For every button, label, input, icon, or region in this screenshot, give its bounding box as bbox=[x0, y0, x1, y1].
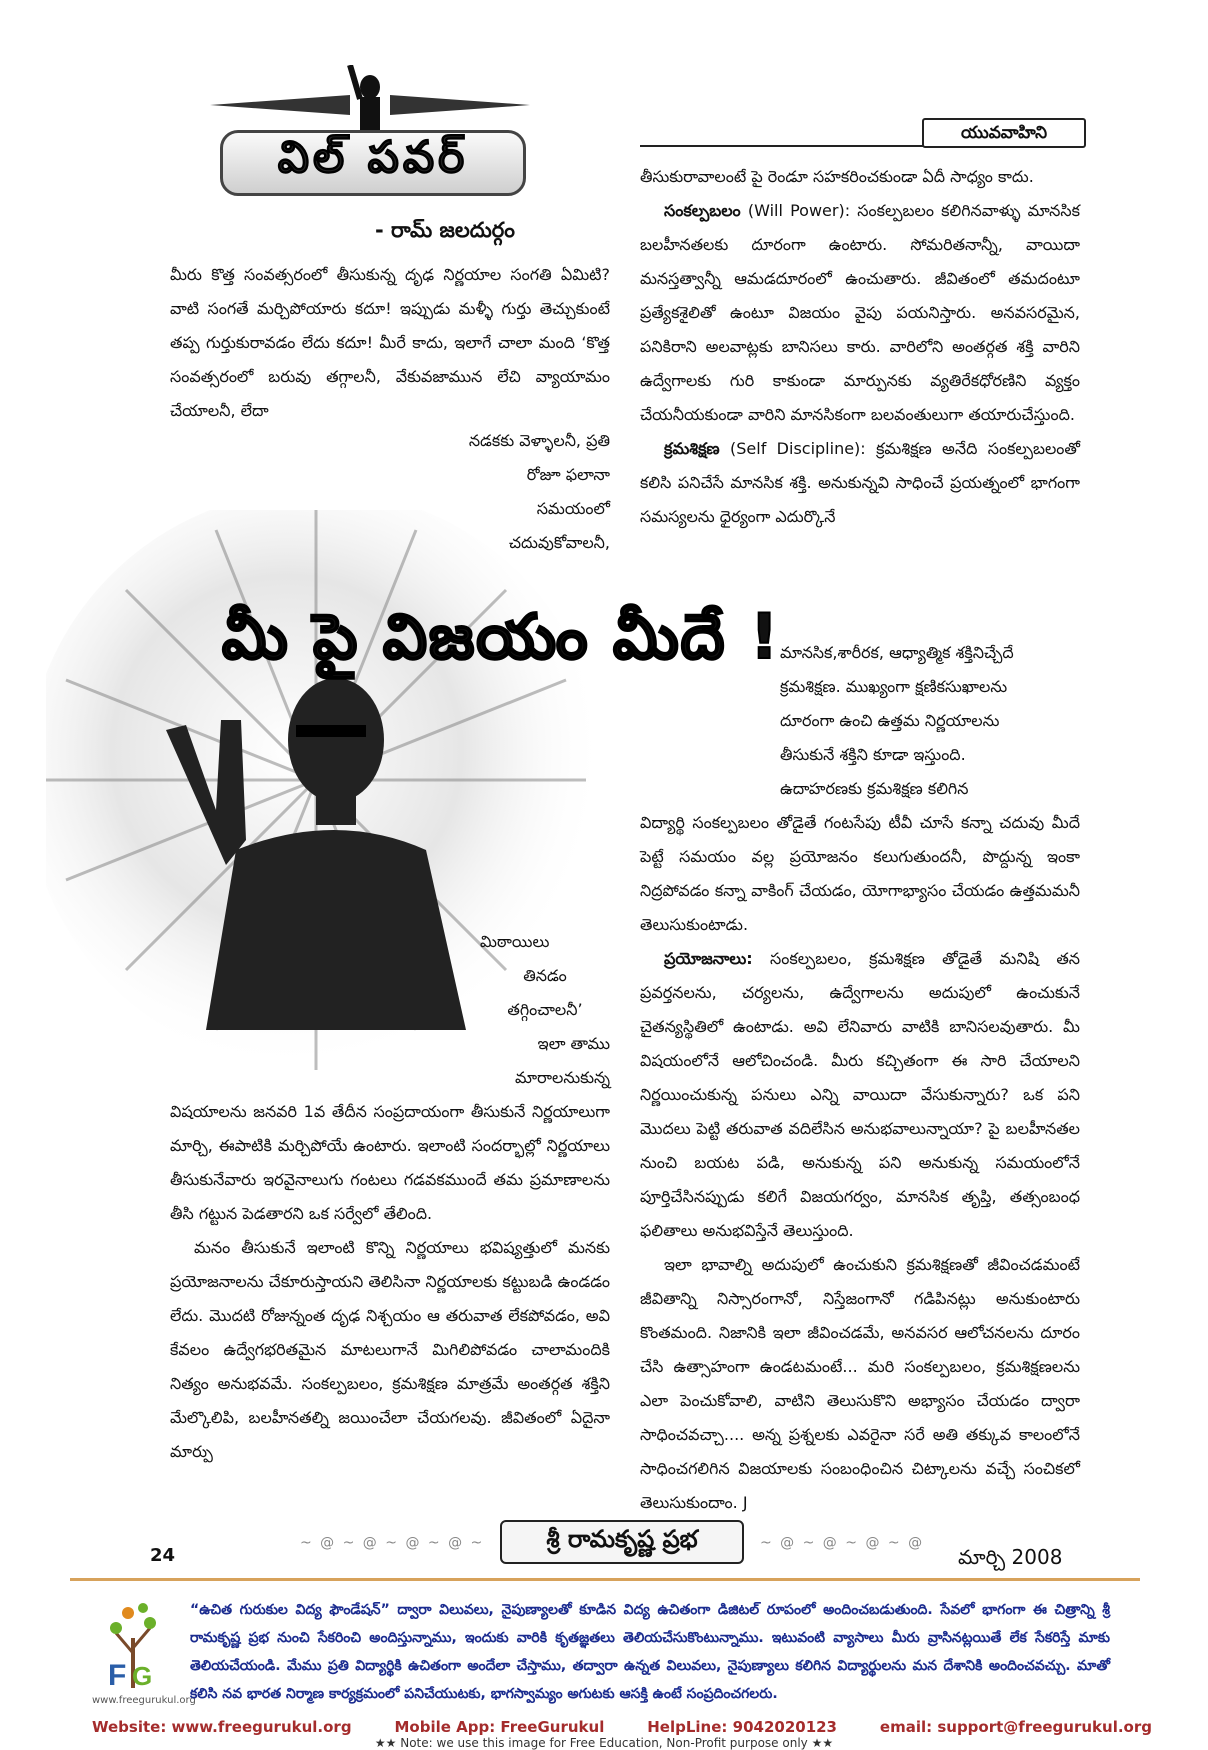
foundation-notice: “ఉచిత గురుకుల విద్య ఫౌండేషన్” ద్వారా విలువలు, నైపుణ్యాలతో కూడిన విద్య ఉచితంగా డిజిటల్ రూపంలో అందించబడుతుంది. సేవలో భాగంగా ఈ చిత్రాన్ని శ్రీ రామకృష్ణ ప్రభ నుంచి సేకరించి అందిస్తున్నాము, ఇందుకు వారికి కృతజ్ఞతలు తెలియచేసుకొంటున్నాము. ఇటువంటి వ్యాసాలు మీరు వ్రాసినట్లయితే లేక సేకరిస్తే మాకు తెలియచేయండి. మేము ప్రతి విద్యార్థికి ఉచితంగా అందేలా చేస్తాము, తద్వారా ఉన్నత విలువలు, నైపుణ్యాలు కలిగిన విద్యార్థులను మన దేశానికి అందించవచ్చు. మాతో కలిసి నవ భారత నిర్మాణ కార్యక్రమంలో పనిచేయుటకు, భాగస్వామ్యం అగుటకు ఆసక్తి ఉంటే సంప్రదించగలరు. bbox=[190, 1602, 1110, 1702]
page-number: 24 bbox=[150, 1545, 176, 1566]
ornament-left: ~ @ ~ @ ~ @ ~ @ ~ bbox=[300, 1535, 485, 1551]
logo-title: విల్ పవర్ bbox=[277, 132, 469, 183]
freegurukul-tree-icon bbox=[98, 1593, 168, 1693]
heading-discipline-en: (Self Discipline): bbox=[730, 439, 866, 458]
discipline-wrap-2: క్రమశిక్షణ. ముఖ్యంగా క్షణికసుఖాలను bbox=[780, 677, 1008, 696]
paragraph-will-power bbox=[640, 194, 1080, 432]
discipline-wrap-5: ఉదాహరణకు క్రమశిక్షణ కలిగిన bbox=[780, 779, 969, 798]
paragraph-closing: ఇలా భావాల్ని అదుపులో ఉంచుకుని క్రమశిక్షణతో జీవించడమంటే జీవితాన్ని నిస్సారంగానో, నిస్తేజంగానో గడిపినట్లు అనుకుంటారు కొంతమంది. నిజానికి ఇలా జీవించడమే, అనవసర ఆలోచనలను దూరం చేసి ఉత్సాహంగా ఉండటమంటే... మరి సంకల్పబలం, క్రమశిక్షణలను ఎలా పెంచుకోవాలి, వాటిని తెలుసుకొని అభ్యాసం చేయడం ద్వారా సాధించవచ్చా.... అన్న ప్రశ్నలకు ఎవరైనా సరే అతి తక్కువ కాలంలోనే సాధించగలిగిన విజయాలకు సంబంధించిన చిట్కాలను వచ్చే సంచికలో తెలుసుకుందాం. J bbox=[640, 1255, 1080, 1512]
website-link[interactable]: Website: www.freegurukul.org bbox=[92, 1718, 352, 1736]
column-right bbox=[640, 160, 1080, 534]
helpline[interactable]: HelpLine: 9042020123 bbox=[647, 1718, 837, 1736]
logo-banner bbox=[220, 130, 526, 196]
discipline-wrap-4: తీసుకునే శక్తిని కూడా ఇస్తుంది. bbox=[780, 745, 966, 764]
wrap-line-2: రోజూ ఫలానా bbox=[526, 465, 610, 484]
discipline-text: క్రమశిక్షణ అనేది సంకల్పబలంతో కలిసి పనిచేసే మానసిక శక్తి. అనుకున్నవి సాధించే ప్రయత్నంలో భాగంగా సమస్యలను ధైర్యంగా ఎదుర్కొనే bbox=[640, 439, 1081, 526]
usage-note: ★★ Note: we use this image for Free Education, Non-Profit purpose only ★★ bbox=[374, 1736, 834, 1750]
intro-paragraph: మీరు కొత్త సంవత్సరంలో తీసుకున్న దృఢ నిర్ణయాల సంగతి ఏమిటి? వాటి సంగతే మర్చిపోయారు కదూ! ఇప్పుడు మళ్ళీ గుర్తు తెచ్చుకుంటే తప్ప గుర్తుకురావడం లేదు కదూ! మీరే కాదు, ఇలాగే చాలా మంది ‘కొత్త సంవత్సరంలో బరువు తగ్గాలనీ, వేకువజామున లేచి వ్యాయామం చేయాలనీ, లేదా bbox=[170, 265, 610, 420]
svg-text:G: G bbox=[132, 1661, 153, 1691]
column-left-lower bbox=[170, 1095, 610, 1469]
wrap-line-1: నడకకు వెళ్ళాలనీ, ప్రతి bbox=[468, 431, 610, 450]
section-tag: యువవాహిని bbox=[922, 118, 1086, 148]
wrap-line-5: మిఠాయిలు bbox=[480, 932, 550, 951]
will-power-text: సంకల్పబలం కలిగినవాళ్ళు మానసిక బలహీనతలకు దూరంగా ఉంటారు. సోమరితనాన్నీ, వాయిదా మనస్తత్వాన్నీ ఆమడదూరంలో ఉంచుతారు. జీవితంలో తమదంటూ ప్రత్యేకశైలితో ఉంటూ విజయం వైపు పయనిస్తారు. అనవసరమైన, పనికిరాని అలవాట్లకు బానిసలు కారు. వారిలోని అంతర్గత శక్తి వారిని ఉద్వేగాలకు గురి కాకుండా మార్పునకు వ్యతిరేకధోరణిని వ్యక్తం చేయనీయకుండా వారిని మానసికంగా బలవంతులుగా తయారుచేస్తుంది. bbox=[640, 201, 1081, 424]
byline: - రామ్ జలదుర్గం bbox=[375, 218, 515, 242]
column-right-lower bbox=[640, 806, 1080, 1520]
svg-text:F: F bbox=[108, 1659, 127, 1692]
paragraph-discipline bbox=[640, 432, 1080, 534]
benefits-text: సంకల్పబలం, క్రమశిక్షణ తోడైతే మనిషి తన ప్రవర్తనలను, చర్యలను, ఉద్వేగాలను అదుపులో ఉంచుకునే చైతన్యస్థితిలో ఉంటాడు. అవి లేనివారు వాటికి బానిసలవుతారు. మీ విషయంలోనే ఆలోచించండి. మీరు కచ్చితంగా ఈ సారి చేయాలని నిర్ణయించుకున్న పనులు ఎన్ని వాయిదా వేసుకున్నారు? ఒక పని మొదలు పెట్టి తరువాత వదిలేసిన అనుభవాలున్నాయా? పై బలహీనతల నుంచి బయట పడి, అనుకున్న పని అనుకున్న సమయంలోనే పూర్తిచేసినప్పుడు కలిగే విజయగర్వం, మానసిక తృప్తి, తత్సంబంధ ఫలితాలు అనుభవిస్తేనే తెలుస్తుంది. bbox=[640, 949, 1080, 1240]
logo-url: www.freegurukul.org bbox=[92, 1695, 196, 1706]
paragraph-2: విషయాలను జనవరి 1వ తేదీన సంప్రదాయంగా తీసుకునే నిర్ణయాలుగా మార్చి, ఈపాటికి మర్చిపోయే ఉంటారు. ఇలాంటి సందర్భాల్లో నిర్ణయాలు తీసుకునేవారు ఇరవైనాలుగు గంటలు గడవకముందే తమ ప్రమాణాలను తీసి గట్టున పెడతారని ఒక సర్వేలో తేలింది. bbox=[170, 1102, 610, 1223]
discipline-example: విద్యార్థి సంకల్పబలం తోడైతే గంటసేపు టీవీ చూసే కన్నా చదువు మీదే పెట్టే సమయం వల్ల ప్రయోజనం కలుగుతుందనీ, పొద్దున్న ఇంకా నిద్రపోవడం కన్నా వాకింగ్ చేయడం, యోగాభ్యాసం చేయడం ఉత్తమమనీ తెలుసుకుంటాడు. bbox=[640, 813, 1080, 934]
paragraph-benefits bbox=[640, 942, 1080, 1248]
email-link[interactable]: email: support@freegurukul.org bbox=[879, 1718, 1152, 1736]
contact-bar bbox=[92, 1718, 1152, 1736]
issue-date: మార్చి 2008 bbox=[958, 1545, 1063, 1569]
wrap-line-7: తగ్గించాలనీ’ bbox=[507, 1000, 583, 1019]
heading-benefits: ప్రయోజనాలు: bbox=[664, 949, 753, 968]
wrap-line-9: మారాలనుకున్న bbox=[514, 1068, 610, 1087]
heading-will-power: సంకల్పబలం bbox=[664, 201, 741, 220]
wrap-line-4: చదువుకోవాలనీ, bbox=[508, 533, 610, 552]
ornament-right: ~ @ ~ @ ~ @ ~ @ bbox=[760, 1535, 925, 1551]
paragraph-3: మనం తీసుకునే ఇలాంటి కొన్ని నిర్ణయాలు భవిష్యత్తులో మనకు ప్రయోజనాలను చేకూరుస్తాయని తెలిసినా నిర్ణయాలకు కట్టుబడి ఉండడం లేదు. మొదటి రోజున్నంత దృఢ నిశ్చయం ఆ తరువాత లేకపోవడం, అవి కేవలం ఉద్వేగభరితమైన మాటలుగానే మిగిలిపోవడం చాలామందికి నిత్యం అనుభవమే. సంకల్పబలం, క్రమశిక్షణ మాత్రమే అంతర్గత శక్తిని మేల్కొలిపి, బలహీనతల్ని జయించేలా చేయగలవు. జీవితంలో ఏదైనా మార్పు bbox=[170, 1238, 610, 1461]
heading-discipline: క్రమశిక్షణ bbox=[664, 439, 720, 458]
column-left bbox=[170, 258, 610, 428]
discipline-wrap-1: మానసిక,శారీరక, ఆధ్యాత్మిక శక్తినిచ్చేదే bbox=[780, 643, 1014, 662]
wrap-line-8: ఇలా తాము bbox=[537, 1034, 610, 1053]
paragraph-b1: తీసుకురావాలంటే పై రెండూ సహకరించకుండా ఏదీ సాధ్యం కాదు. bbox=[640, 167, 1034, 186]
masthead: శ్రీ రామకృష్ణ ప్రభ bbox=[500, 1520, 744, 1564]
headline: మీ పై విజయం మీదే ! bbox=[222, 600, 781, 673]
wrap-line-6: తినడం bbox=[523, 966, 567, 985]
discipline-wrap-3: దూరంగా ఉంచి ఉత్తమ నిర్ణయాలను bbox=[780, 711, 1000, 730]
wrap-line-3: సమయంలో bbox=[536, 499, 610, 518]
mobile-app-link[interactable]: Mobile App: FreeGurukul bbox=[394, 1718, 605, 1736]
column-right-wrap bbox=[780, 636, 1080, 806]
heading-will-power-en: (Will Power): bbox=[747, 201, 851, 220]
footer-rule bbox=[70, 1578, 1140, 1581]
